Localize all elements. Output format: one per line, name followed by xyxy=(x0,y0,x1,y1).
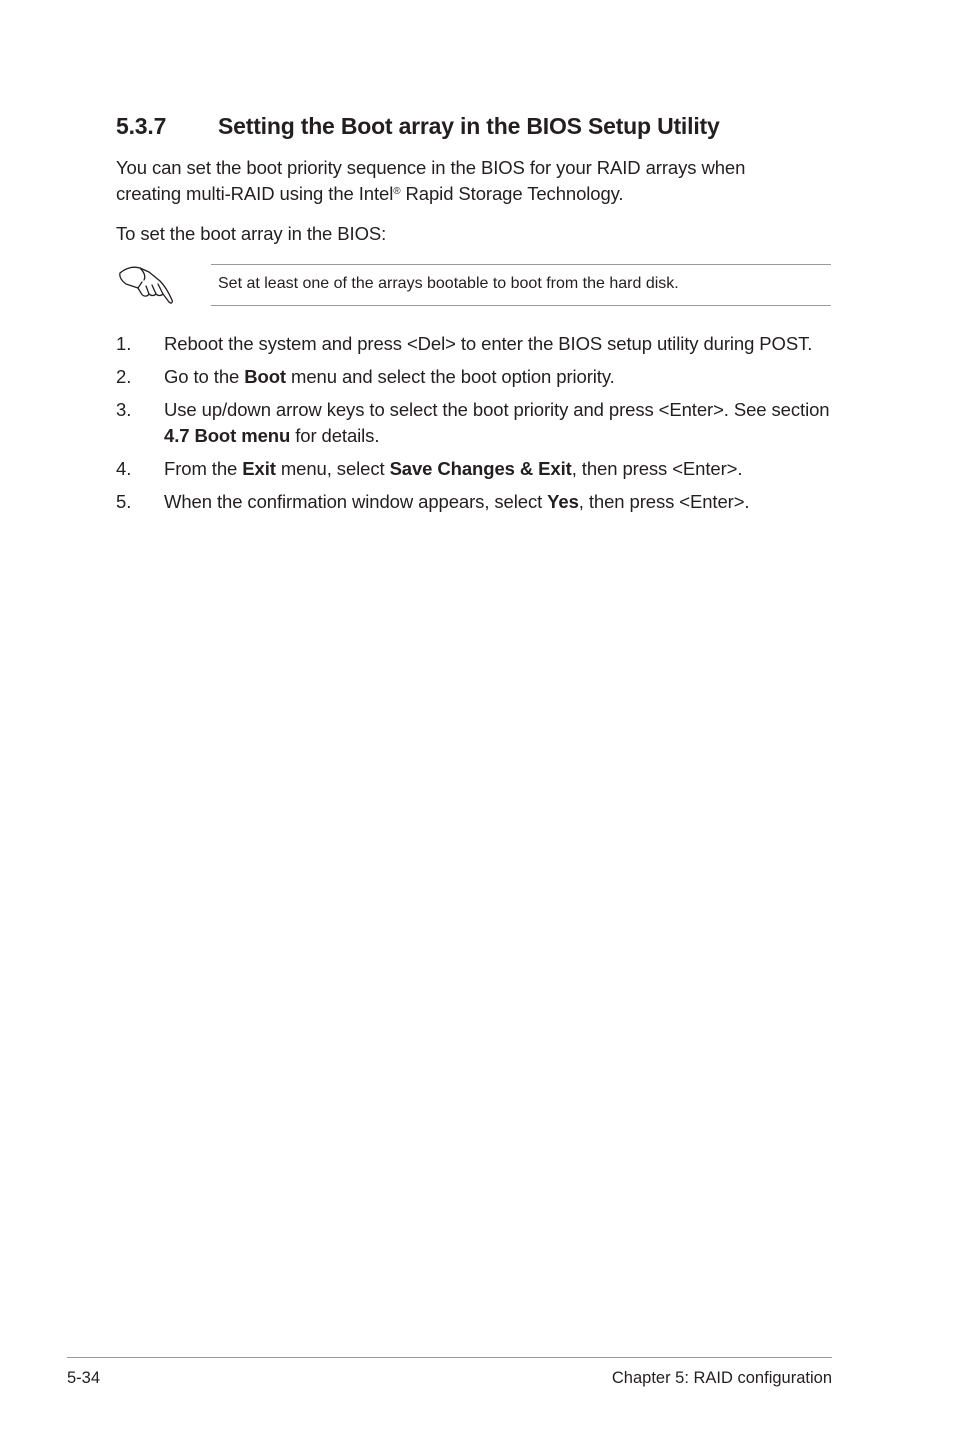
step-emphasis: Exit xyxy=(242,458,276,479)
step-text: menu and select the boot option priority. xyxy=(285,366,615,387)
step-text: menu, select xyxy=(275,458,390,479)
note-callout xyxy=(116,258,832,310)
step-number: 5. xyxy=(116,491,132,512)
intro-line-1: You can set the boot priority sequence in the BIOS for your RAID arrays when xyxy=(116,157,746,178)
step-emphasis: 4.7 Boot menu xyxy=(164,425,291,446)
step-number: 4. xyxy=(116,458,132,479)
step-text: , then press <Enter>. xyxy=(571,458,743,479)
section-title: Setting the Boot array in the BIOS Setup Utility xyxy=(218,113,720,139)
step-emphasis: Save Changes & Exit xyxy=(389,458,572,479)
footer-page-number: 5-34 xyxy=(67,1369,101,1387)
step-number: 3. xyxy=(116,399,132,420)
step-text: for details. xyxy=(290,425,380,446)
lead-paragraph: To set the boot array in the BIOS: xyxy=(116,223,387,244)
step-number: 1. xyxy=(116,333,132,354)
registered-mark: ® xyxy=(393,186,401,197)
step-emphasis: Yes xyxy=(547,491,579,512)
steps-list xyxy=(116,331,832,522)
step-item xyxy=(116,489,832,515)
section-number: 5.3.7 xyxy=(116,113,167,139)
intro-paragraph xyxy=(116,155,836,207)
footer-divider xyxy=(67,1357,832,1358)
step-item xyxy=(116,397,832,449)
step-text: Go to the xyxy=(164,366,245,387)
step-text: From the xyxy=(164,458,243,479)
note-box xyxy=(211,264,831,306)
step-text: , then press <Enter>. xyxy=(578,491,750,512)
note-text: Set at least one of the arrays bootable to boot from the hard disk. xyxy=(218,275,679,292)
step-emphasis: Boot xyxy=(244,366,286,387)
step-text: Use up/down arrow keys to select the boot priority and press <Enter>. See section xyxy=(164,399,830,420)
step-item xyxy=(116,364,832,390)
pointing-hand-icon xyxy=(116,260,178,308)
footer-chapter-title: Chapter 5: RAID configuration xyxy=(611,1369,832,1387)
section-heading xyxy=(116,113,720,140)
step-text: Reboot the system and press <Del> to enter the BIOS setup utility during POST. xyxy=(164,333,813,354)
step-item xyxy=(116,331,832,357)
step-text: When the confirmation window appears, select xyxy=(164,491,548,512)
intro-line-2b: Rapid Storage Technology. xyxy=(400,183,624,204)
intro-line-2a: creating multi-RAID using the Intel xyxy=(116,183,394,204)
step-number: 2. xyxy=(116,366,132,387)
step-item xyxy=(116,456,832,482)
